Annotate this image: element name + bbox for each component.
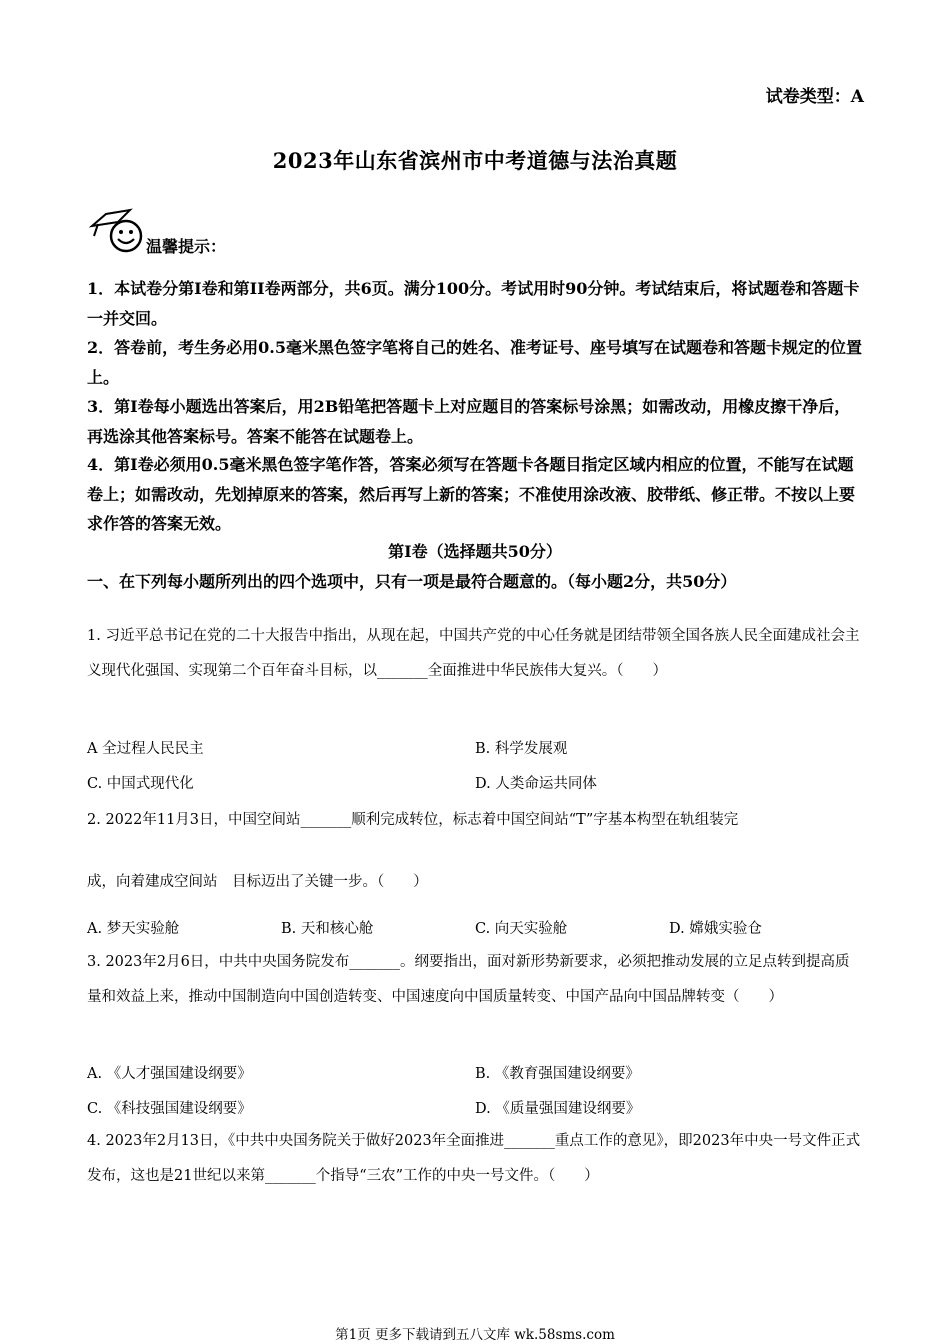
option-a: A. 《人才强国建设纲要》 <box>87 1066 252 1082</box>
option-a: A. 梦天实验舱 <box>87 921 180 937</box>
option-b: B. 科学发展观 <box>475 741 568 757</box>
question-stem: 4. 2023年2月13日，《中共中央国务院关于做好2023年全面推进_______重点工作的意见》，即2023年中央一号文件正式发布，这也是21世纪以来第_______个指导“三农”工作的中央一号文件。（ ） <box>87 1133 861 1184</box>
notice-item: 2．答卷前，考生务必用0.5毫米黑色签字笔将自己的姓名、准考证号、座号填写在试题卷和答题卡规定的位置上。 <box>87 338 862 387</box>
page-title: 2023年山东省滨州市中考道德与法治真题 <box>272 148 678 173</box>
option-c: C. 向天实验舱 <box>475 921 568 937</box>
notice-item: 1．本试卷分第I卷和第II卷两部分，共6页。满分100分。考试用时90分钟。考试结束后，将试题卷和答题卡一并交回。 <box>87 279 860 328</box>
smiley-graduate-icon <box>88 206 150 254</box>
option-c: C. 中国式现代化 <box>87 776 194 792</box>
question-stem: 1. 习近平总书记在党的二十大报告中指出，从现在起，中国共产党的中心任务就是团结带领全国各族人民全面建成社会主义现代化强国、实现第二个百年奋斗目标，以_______全面推进中华民族伟大复兴。（ ） <box>87 628 860 679</box>
option-a: A 全过程人民民主 <box>87 741 204 757</box>
option-b: B. 《教育强国建设纲要》 <box>475 1066 640 1082</box>
notice-item: 4．第I卷必须用0.5毫米黑色签字笔作答，答案必须写在答题卡各题目指定区域内相应的位置，不能写在试题卷上；如需改动，先划掉原来的答案，然后再写上新的答案；不准使用涂改液、胶带纸、修正带。不按以上要求作答的答案无效。 <box>87 455 856 533</box>
option-d: D. 《质量强国建设纲要》 <box>475 1101 641 1117</box>
question-stem: 3. 2023年2月6日，中共中央国务院发布_______。纲要指出，面对新形势新要求，必须把推动发展的立足点转到提高质量和效益上来，推动中国制造向中国创造转变、中国速度向中国质量转变、中国产品向中国品牌转变（ ） <box>87 954 850 1005</box>
option-d: D. 人类命运共同体 <box>475 776 597 792</box>
option-c: C. 《科技强国建设纲要》 <box>87 1101 252 1117</box>
paper-type-label: 试卷类型：A <box>765 87 864 107</box>
part-heading: 一、在下列每小题所列出的四个选项中，只有一项是最符合题意的。（每小题2分，共50分） <box>87 572 737 591</box>
page-footer: 第1页 更多下载请到五八文库 wk.58sms.com <box>335 1327 615 1343</box>
notice-item: 3．第Ⅰ卷每小题选出答案后，用2B铅笔把答题卡上对应题目的答案标号涂黑；如需改动，用橡皮擦干净后，再选涂其他答案标号。答案不能答在试题卷上。 <box>87 397 851 446</box>
section-heading: 第Ⅰ卷（选择题共50分） <box>388 542 562 561</box>
tip-label: 温馨提示： <box>146 237 227 256</box>
question-stem: 2. 2022年11月3日，中国空间站_______顺利完成转位，标志着中国空间站“T”字基本构型在轨组装完 <box>87 812 739 828</box>
option-b: B. 天和核心舱 <box>281 921 374 937</box>
option-d: D. 嫦娥实验仓 <box>669 921 762 937</box>
question-stem-continued: 成，向着建成空间站 目标迈出了关键一步。（ ） <box>87 874 428 890</box>
